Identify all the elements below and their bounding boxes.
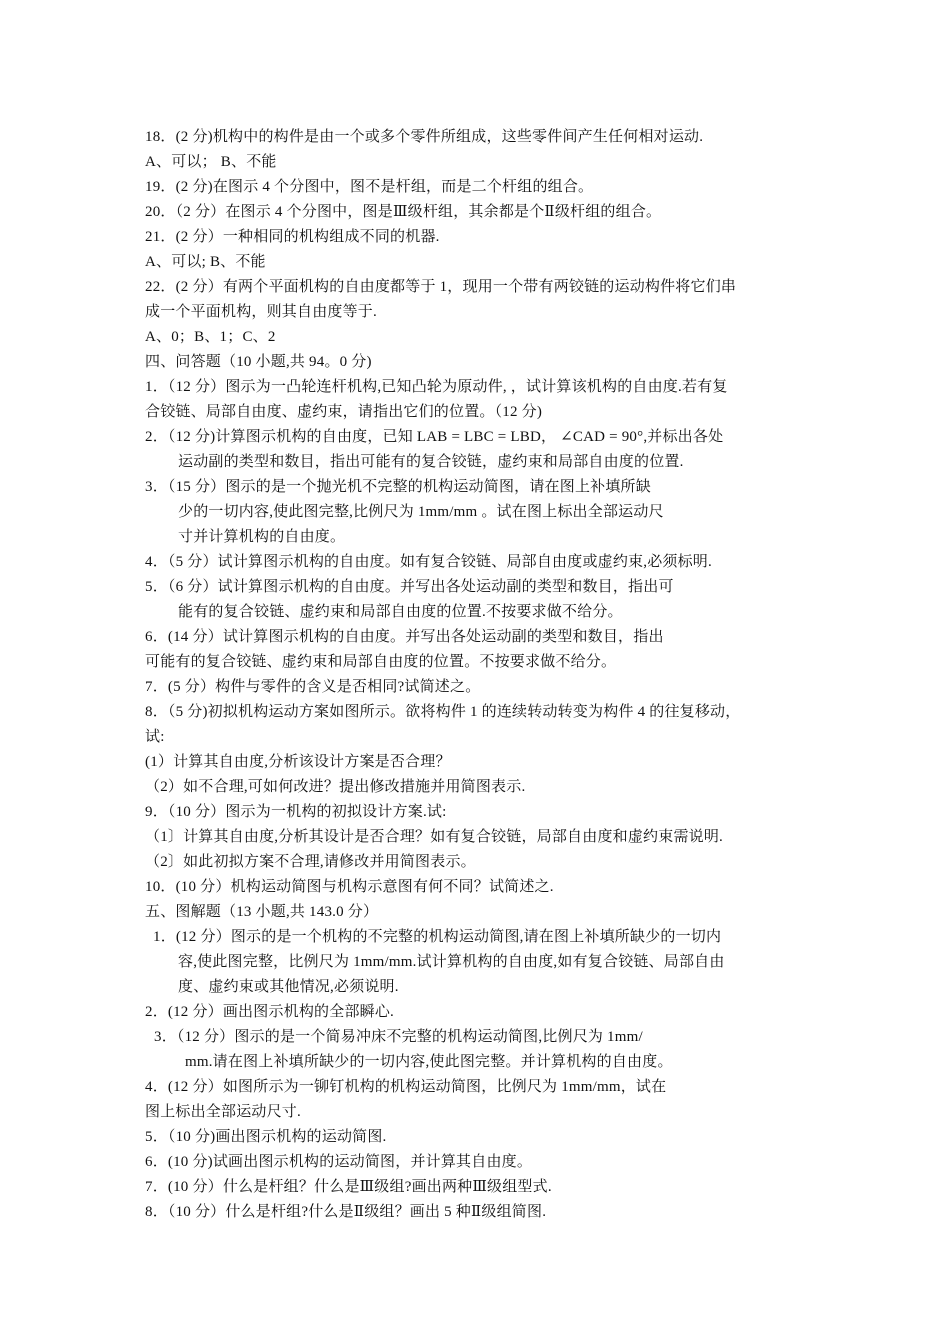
qa-1: 1．（12 分）图示为一凸轮连杆机构,已知凸轮为原动件, ，试计算该机构的自由度.若有复 <box>145 379 728 395</box>
section-heading-5: 五、图解题（13 小题,共 143.0 分） <box>145 904 379 920</box>
qa-7: 7．(5 分）构件与零件的含义是否相同?试简述之。 <box>145 679 481 695</box>
question-22: 22．(2 分）有两个平面机构的自由度都等于 1，现用一个带有两铰链的运动构件将它们串 <box>145 279 737 295</box>
graph-1-cont2: 度、虚约束或其他情况,必须说明. <box>178 979 399 995</box>
qa-9-sub-2: （2〕如此初拟方案不合理,请修改并用简图表示。 <box>145 854 476 870</box>
graph-7: 7．(10 分）什么是杆组？什么是Ⅲ级组?画出两种Ⅲ级组型式. <box>145 1179 552 1195</box>
qa-10: 10．(10 分）机构运动简图与机构示意图有何不同？试简述之. <box>145 879 554 895</box>
qa-8-sub-1: (1）计算其自由度,分析该设计方案是否合理？ <box>145 754 451 770</box>
document-body <box>145 125 825 1225</box>
qa-8: 8．（5 分)初拟机构运动方案如图所示。欲将构件 1 的连续转动转变为构件 4 的往复移动， <box>145 704 741 720</box>
qa-9: 9．（10 分）图示为一机构的初拟设计方案.试: <box>145 804 447 820</box>
qa-6: 6．(14 分）试计算图示机构的自由度。并写出各处运动副的类型和数目，指出 <box>145 629 664 645</box>
options-21: A、可以; B、不能 <box>145 254 266 270</box>
options-18: A、可以； B、不能 <box>145 154 277 170</box>
qa-3: 3．（15 分）图示的是一个抛光机不完整的机构运动简图，请在图上补填所缺 <box>145 479 651 495</box>
qa-3-cont2: 寸并计算机构的自由度。 <box>178 529 346 545</box>
graph-1-cont: 容,使此图完整，比例尺为 1mm/mm.试计算机构的自由度,如有复合铰链、局部自由 <box>178 954 725 970</box>
question-20: 20．（2 分）在图示 4 个分图中，图是Ⅲ级杆组，其余都是个Ⅱ级杆组的组合。 <box>145 204 662 220</box>
question-18: 18．(2 分)机构中的构件是由一个或多个零件所组成，这些零件间产生任何相对运动. <box>145 129 704 145</box>
graph-2: 2．(12 分）画出图示机构的全部瞬心. <box>145 1004 394 1020</box>
graph-5: 5．（10 分)画出图示机构的运动简图. <box>145 1129 387 1145</box>
qa-2-cont: 运动副的类型和数目，指出可能有的复合铰链，虚约束和局部自由度的位置. <box>178 454 684 470</box>
qa-5-cont: 能有的复合铰链、虚约束和局部自由度的位置.不按要求做不给分。 <box>178 604 623 620</box>
options-22: A、0；B、1；C、2 <box>145 329 276 345</box>
question-22-cont: 成一个平面机构，则其自由度等于. <box>145 304 377 320</box>
qa-4: 4．（5 分）试计算图示机构的自由度。如有复合铰链、局部自由度或虚约束,必须标明. <box>145 554 712 570</box>
graph-4-cont: 图上标出全部运动尺寸. <box>145 1104 301 1120</box>
qa-8-sub-2: （2）如不合理,可如何改进？提出修改措施并用简图表示. <box>145 779 526 795</box>
graph-3: 3．（12 分）图示的是一个简易冲床不完整的机构运动简图,比例尺为 1mm/ <box>154 1029 643 1045</box>
qa-1-cont: 合铰链、局部自由度、虚约束，请指出它们的位置。（12 分) <box>145 404 543 420</box>
qa-8-cont: 试: <box>145 729 165 745</box>
graph-3-cont: mm.请在图上补填所缺少的一切内容,使此图完整。并计算机构的自由度。 <box>185 1054 673 1070</box>
graph-8: 8．（10 分）什么是杆组?什么是Ⅱ级组？画出 5 种Ⅱ级组简图. <box>145 1204 547 1220</box>
graph-1: 1．(12 分）图示的是一个机构的不完整的机构运动简图,请在图上补填所缺少的一切内 <box>153 929 722 945</box>
question-19: 19．(2 分)在图示 4 个分图中，图不是杆组，而是二个杆组的组合。 <box>145 179 594 195</box>
qa-2: 2．（12 分)计算图示机构的自由度，已知 LAB = LBC = LBD， ∠CAD = 90°,并标出各处 <box>145 429 724 445</box>
graph-6: 6．(10 分)试画出图示机构的运动简图，并计算其自由度。 <box>145 1154 533 1170</box>
question-21: 21．(2 分）一种相同的机构组成不同的机器. <box>145 229 440 245</box>
section-heading-4: 四、问答题（10 小题,共 94。0 分) <box>145 354 372 370</box>
qa-3-cont: 少的一切内容,使此图完整,比例尺为 1mm/mm 。试在图上标出全部运动尺 <box>178 504 664 520</box>
qa-5: 5．（6 分）试计算图示机构的自由度。并写出各处运动副的类型和数目，指出可 <box>145 579 674 595</box>
qa-9-sub-1: （1〕计算其自由度,分析其设计是否合理？如有复合铰链，局部自由度和虚约束需说明. <box>145 829 724 845</box>
graph-4: 4．(12 分）如图所示为一铆钉机构的机构运动简图，比例尺为 1mm/mm，试在 <box>145 1079 667 1095</box>
qa-6-cont: 可能有的复合铰链、虚约束和局部自由度的位置。不按要求做不给分。 <box>145 654 617 670</box>
